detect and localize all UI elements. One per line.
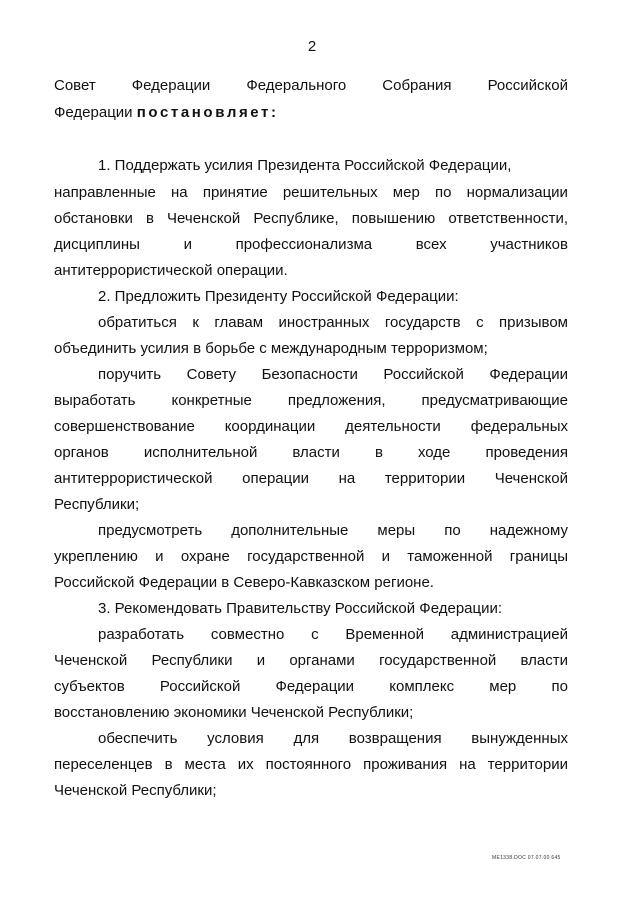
item3-sub-a-line-1	[98, 626, 568, 644]
word: охране	[180, 548, 230, 565]
item3-sub-a-line-3	[54, 678, 568, 696]
word: дисциплины	[54, 236, 140, 253]
word: дополнительные	[231, 522, 349, 539]
item2-sub-b-line-5	[54, 470, 568, 488]
word: укреплению	[54, 548, 138, 565]
item3-sub-b-line-1	[98, 730, 568, 748]
word: по	[434, 184, 452, 201]
word: разработать	[98, 626, 185, 643]
word: на	[459, 756, 476, 773]
word: Федерации	[131, 77, 211, 94]
word: Российской	[383, 366, 464, 383]
word: операции	[242, 470, 309, 487]
word: возвращения	[348, 730, 442, 747]
word: обеспечить	[98, 730, 178, 747]
item3-sub-b-line-3: Чеченской Республики;	[54, 782, 217, 799]
word: Чеченской	[54, 652, 128, 669]
word: Чеченской	[494, 470, 568, 487]
word: их	[237, 756, 254, 773]
word: на	[171, 184, 188, 201]
item1-line-4	[54, 236, 568, 254]
word: поручить	[98, 366, 162, 383]
word: Чеченской	[167, 210, 241, 227]
word: в	[164, 756, 173, 773]
word: по	[551, 678, 568, 695]
word: профессионализма	[235, 236, 373, 253]
word: органами	[289, 652, 355, 669]
word: ходе	[417, 444, 451, 461]
word: вынужденных	[471, 730, 568, 747]
word: на	[338, 470, 356, 487]
word: и	[183, 236, 192, 253]
word: исполнительной	[143, 444, 258, 461]
word: места	[184, 756, 226, 773]
word: власти	[520, 652, 568, 669]
word: государственной	[247, 548, 365, 565]
word: призывом	[499, 314, 568, 331]
word: в	[374, 444, 383, 461]
item3-line-1: 3. Рекомендовать Правительству Российской Федерации:	[98, 600, 503, 617]
word: Совету	[186, 366, 236, 383]
document-file-code: ME1338.DOC 07.07.00 645	[492, 855, 561, 861]
word: предусматривающие	[421, 392, 568, 409]
word: органов	[54, 444, 109, 461]
word: администрацией	[450, 626, 568, 643]
item3-sub-b-line-2	[54, 756, 568, 774]
word: совместно	[210, 626, 285, 643]
word: мер	[392, 184, 420, 201]
word: федеральных	[470, 418, 568, 435]
word: с	[476, 314, 484, 331]
word: таможенной	[407, 548, 493, 565]
word: к	[192, 314, 199, 331]
word: мер	[489, 678, 517, 695]
word: и	[381, 548, 391, 565]
preamble-line-1	[54, 77, 568, 95]
item1-line-3	[54, 210, 568, 228]
word: предусмотреть	[98, 522, 203, 539]
word: государств	[384, 314, 461, 331]
item2-sub-a-line-1	[98, 314, 568, 332]
word: власти	[292, 444, 340, 461]
word: Республики	[151, 652, 233, 669]
item2-sub-c-line-3: Российской Федерации в Северо-Кавказском регионе.	[54, 574, 434, 591]
item2-sub-b-line-6: Республики;	[54, 496, 140, 513]
word: Собрания	[382, 77, 452, 94]
item2-sub-c-line-2	[54, 548, 568, 566]
word: решительных	[282, 184, 378, 201]
word: принятие	[202, 184, 268, 201]
word: для	[293, 730, 320, 747]
item2-sub-a-line-2: объединить усилия в борьбе с международным терроризмом;	[54, 340, 488, 357]
word: повышению	[351, 210, 436, 227]
word: антитеррористической	[54, 470, 213, 487]
item3-sub-a-line-2	[54, 652, 568, 670]
word: Российской	[159, 678, 241, 695]
word: ответственности,	[448, 210, 568, 227]
word: надежному	[489, 522, 568, 539]
word: условия	[207, 730, 264, 747]
item1-line-1: 1. Поддержать усилия Президента Российской Федерации,	[98, 157, 512, 174]
item2-sub-b-line-1	[98, 366, 568, 384]
word: участников	[490, 236, 568, 253]
page-number: 2	[307, 38, 317, 55]
word: Российской	[487, 77, 568, 94]
item2-sub-b-line-3	[54, 418, 568, 436]
word: обратиться	[98, 314, 177, 331]
word: проведения	[485, 444, 568, 461]
word: Федерации	[275, 678, 355, 695]
word: меры	[377, 522, 416, 539]
word: Безопасности	[261, 366, 358, 383]
word: Федерации	[489, 366, 568, 383]
item1-line-2	[54, 184, 568, 202]
word: деятельности	[345, 418, 441, 435]
word: Временной	[345, 626, 424, 643]
item2-sub-b-line-4	[54, 444, 568, 462]
word: всех	[415, 236, 447, 253]
item2-sub-c-line-1	[98, 522, 568, 540]
word: государственной	[379, 652, 497, 669]
word: с	[311, 626, 319, 643]
word: направленные	[54, 184, 156, 201]
item1-line-5: антитеррористической операции.	[54, 262, 288, 279]
word: нормализации	[466, 184, 568, 201]
word: субъектов	[54, 678, 125, 695]
word: и	[256, 652, 266, 669]
item2-sub-b-line-2	[54, 392, 568, 410]
word: совершенствование	[54, 418, 195, 435]
word: главам	[214, 314, 264, 331]
item2-line-1: 2. Предложить Президенту Российской Федерации:	[98, 288, 459, 305]
word: постоянного	[265, 756, 352, 773]
word: по	[444, 522, 461, 539]
word: координации	[224, 418, 316, 435]
word: Федерального	[246, 77, 347, 94]
word: Совет	[54, 77, 96, 94]
word: обстановки	[54, 210, 133, 227]
word: проживания	[363, 756, 448, 773]
word: Республике,	[253, 210, 339, 227]
word: конкретные	[171, 392, 252, 409]
word: территории	[384, 470, 466, 487]
word: границы	[509, 548, 568, 565]
item3-sub-a-line-4: восстановлению экономики Чеченской Республики;	[54, 704, 414, 721]
word: комплекс	[389, 678, 455, 695]
word: иностранных	[278, 314, 370, 331]
resolution-verb: постановляет:	[136, 104, 279, 121]
word: выработать	[54, 392, 136, 409]
word: и	[155, 548, 164, 565]
preamble-line-2: Федерации постановляет:	[54, 104, 279, 121]
word: предложения,	[287, 392, 386, 409]
word: территории	[487, 756, 568, 773]
word: в	[145, 210, 154, 227]
word: переселенцев	[54, 756, 153, 773]
